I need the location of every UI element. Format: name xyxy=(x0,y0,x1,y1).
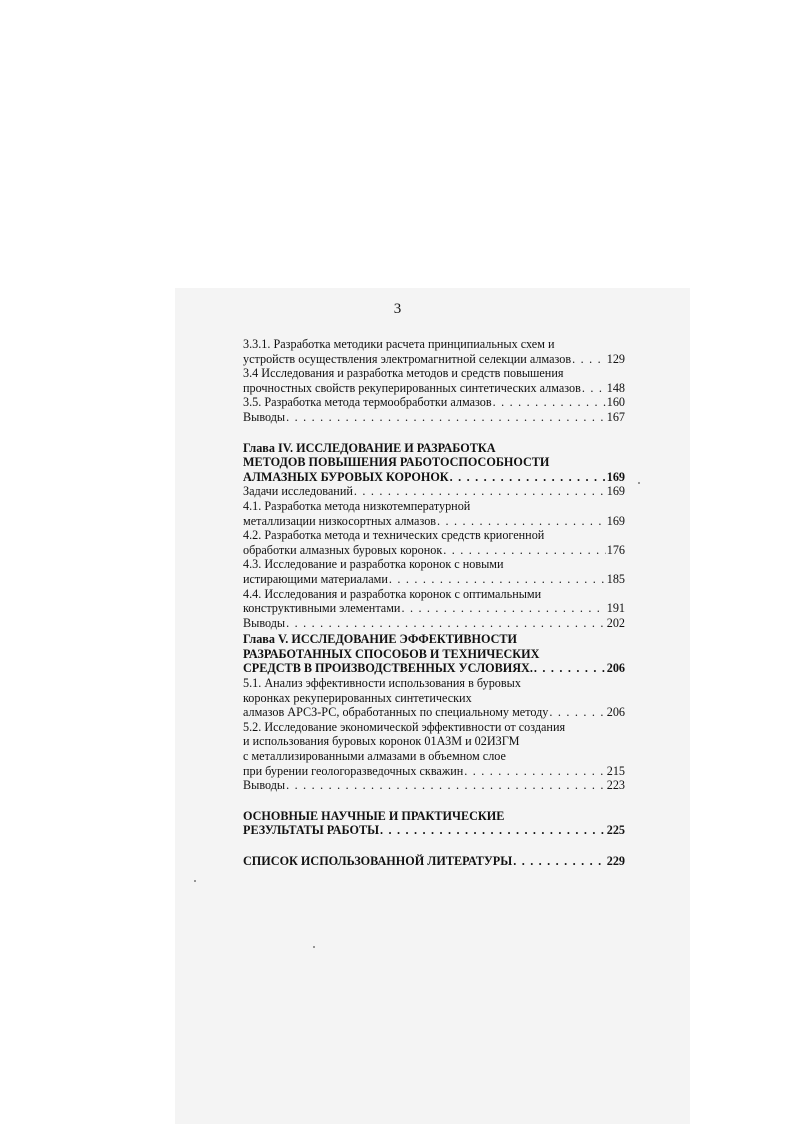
toc-entry-heading-line: 3.3.1. Разработка методики расчета принципиальных схем и xyxy=(243,337,555,351)
toc-entry xyxy=(243,528,625,557)
toc-dot-leader xyxy=(572,352,606,367)
toc-entry-heading-line: 4.4. Исследования и разработка коронок с оптимальными xyxy=(243,586,542,601)
toc-entry-page: 148 xyxy=(606,380,625,395)
toc-entry-row xyxy=(243,764,625,779)
toc-entry-title: устройств осуществления электромагнитной селекции алмазов xyxy=(243,351,572,366)
toc-entry-row xyxy=(243,778,625,793)
toc-entry-heading-line: коронках рекуперированных синтетических xyxy=(243,690,472,705)
toc-entry-page: 176 xyxy=(606,542,625,557)
toc-entry-row xyxy=(243,823,625,838)
toc-entry-row xyxy=(243,395,625,410)
toc-entry-page: 160 xyxy=(606,395,625,410)
toc-entry-row xyxy=(243,381,625,396)
toc-entry-row xyxy=(243,470,625,485)
toc-entry-row xyxy=(243,661,625,676)
toc-dot-leader xyxy=(286,616,606,631)
toc-entry xyxy=(243,484,625,499)
toc-entry-page: 191 xyxy=(606,601,625,616)
toc-entry-page: 169 xyxy=(606,484,625,499)
toc-entry-page: 169 xyxy=(606,469,625,484)
toc-entry-heading-line: 5.2. Исследование экономической эффективности от создания xyxy=(243,719,566,734)
toc-entry xyxy=(243,337,625,366)
toc-entry-heading-line: МЕТОДОВ ПОВЫШЕНИЯ РАБОТОСПОСОБНОСТИ xyxy=(243,455,550,470)
toc-entry-page: 223 xyxy=(606,778,625,793)
toc-entry-row xyxy=(243,854,625,869)
toc-entry-row xyxy=(243,410,625,425)
page-number: 3 xyxy=(393,301,402,317)
toc-spacer xyxy=(243,793,625,809)
toc-entry-title: РЕЗУЛЬТАТЫ РАБОТЫ xyxy=(243,823,380,838)
toc-entry-heading-line: 4.2. Разработка метода и технических средств криогенной xyxy=(243,528,545,543)
toc-dot-leader xyxy=(443,543,605,558)
scan-speck xyxy=(638,482,640,484)
toc-entry-title: 3.5. Разработка метода термообработки алмазов xyxy=(243,395,492,410)
toc-entry-row xyxy=(243,543,625,558)
toc-entry-row xyxy=(243,616,625,631)
toc-dot-leader xyxy=(286,410,606,425)
toc-spacer xyxy=(243,838,625,854)
toc-dot-leader xyxy=(513,854,606,869)
toc-dot-leader xyxy=(401,601,605,616)
toc-entry-title: при бурении геологоразведочных скважин xyxy=(243,763,464,778)
toc-spacer xyxy=(243,425,625,441)
toc-entry xyxy=(243,366,625,395)
toc-entry-heading-line: 4.1. Разработка метода низкотемпературной xyxy=(243,498,471,513)
toc-entry-page: 206 xyxy=(606,705,625,720)
toc-dot-leader xyxy=(354,484,606,499)
toc-dot-leader xyxy=(389,572,606,587)
scan-speck xyxy=(194,880,196,882)
toc-entry-row xyxy=(243,572,625,587)
toc-entry-title: Выводы xyxy=(243,615,286,630)
toc-entry-title: конструктивными элементами xyxy=(243,601,401,616)
toc-dot-leader xyxy=(286,778,606,793)
toc-entry-heading-line: ОСНОВНЫЕ НАУЧНЫЕ И ПРАКТИЧЕСКИЕ xyxy=(243,808,505,823)
toc-entry xyxy=(243,587,625,616)
toc-dot-leader xyxy=(437,514,606,529)
toc-entry xyxy=(243,632,625,676)
toc-entry xyxy=(243,778,625,793)
toc-dot-leader xyxy=(582,381,606,396)
toc-dot-leader xyxy=(464,764,605,779)
toc-entry-page: 185 xyxy=(606,571,625,586)
toc-entry-row xyxy=(243,601,625,616)
toc-entry-title: СПИСОК ИСПОЛЬЗОВАННОЙ ЛИТЕРАТУРЫ xyxy=(243,854,513,868)
toc-dot-leader xyxy=(450,470,606,485)
toc-entry xyxy=(243,720,625,778)
toc-entry-row xyxy=(243,705,625,720)
toc-dot-leader xyxy=(534,661,606,676)
toc-entry-heading-line: РАЗРАБОТАННЫХ СПОСОБОВ И ТЕХНИЧЕСКИХ xyxy=(243,646,540,661)
toc-entry-heading-line: Глава V. ИССЛЕДОВАНИЕ ЭФФЕКТИВНОСТИ xyxy=(243,632,517,647)
toc-entry-page: 225 xyxy=(606,823,625,838)
toc-entry xyxy=(243,809,625,838)
toc-entry-heading-line: 3.4 Исследования и разработка методов и средств повышения xyxy=(243,366,564,381)
toc-entry xyxy=(243,854,625,869)
toc-entry-title: прочностных свойств рекуперированных синтетических алмазов xyxy=(243,380,581,395)
toc-entry-row xyxy=(243,484,625,499)
toc-entry-page: 129 xyxy=(606,351,625,366)
toc-entry xyxy=(243,676,625,720)
toc-entry-page: 215 xyxy=(606,763,625,778)
toc-entry xyxy=(243,616,625,631)
toc-entry-title: металлизации низкосортных алмазов xyxy=(243,513,437,528)
toc-entry-page: 206 xyxy=(606,661,625,676)
toc-entry-heading-line: Глава IV. ИССЛЕДОВАНИЕ И РАЗРАБОТКА xyxy=(243,440,496,455)
toc-entry-page: 229 xyxy=(606,854,625,868)
toc-entry xyxy=(243,557,625,586)
toc-entry-heading-line: 4.3. Исследование и разработка коронок с новыми xyxy=(243,557,504,572)
toc-entry-page: 167 xyxy=(606,409,625,424)
toc-entry-row xyxy=(243,352,625,367)
toc-entry-title: алмазов АРСЗ-РС, обработанных по специальному методу xyxy=(243,705,549,720)
toc-entry-title: Задачи исследований xyxy=(243,484,353,499)
toc-entry-page: 202 xyxy=(606,615,625,630)
toc-entry-row xyxy=(243,514,625,529)
toc-entry-heading-line: с металлизированными алмазами в объемном слое xyxy=(243,749,506,764)
table-of-contents xyxy=(243,337,625,869)
scan-speck xyxy=(313,946,315,948)
toc-entry-title: Выводы xyxy=(243,778,286,793)
toc-entry xyxy=(243,410,625,425)
toc-entry-title: Выводы xyxy=(243,409,286,424)
toc-entry-heading-line: и использования буровых коронок 01АЗМ и 02ИЗГМ xyxy=(243,734,520,749)
toc-entry xyxy=(243,395,625,410)
toc-dot-leader xyxy=(549,705,605,720)
toc-entry xyxy=(243,499,625,528)
toc-entry-title: обработки алмазных буровых коронок xyxy=(243,542,443,557)
toc-dot-leader xyxy=(493,395,606,410)
toc-entry-page: 169 xyxy=(606,513,625,528)
toc-dot-leader xyxy=(380,823,606,838)
toc-entry-title: АЛМАЗНЫХ БУРОВЫХ КОРОНОК xyxy=(243,469,449,484)
toc-entry-title: СРЕДСТВ В ПРОИЗВОДСТВЕННЫХ УСЛОВИЯХ. xyxy=(243,661,533,676)
toc-entry-title: истирающими материалами xyxy=(243,571,388,586)
toc-entry xyxy=(243,441,625,485)
toc-entry-heading-line: 5.1. Анализ эффективности использования в буровых xyxy=(243,676,521,691)
